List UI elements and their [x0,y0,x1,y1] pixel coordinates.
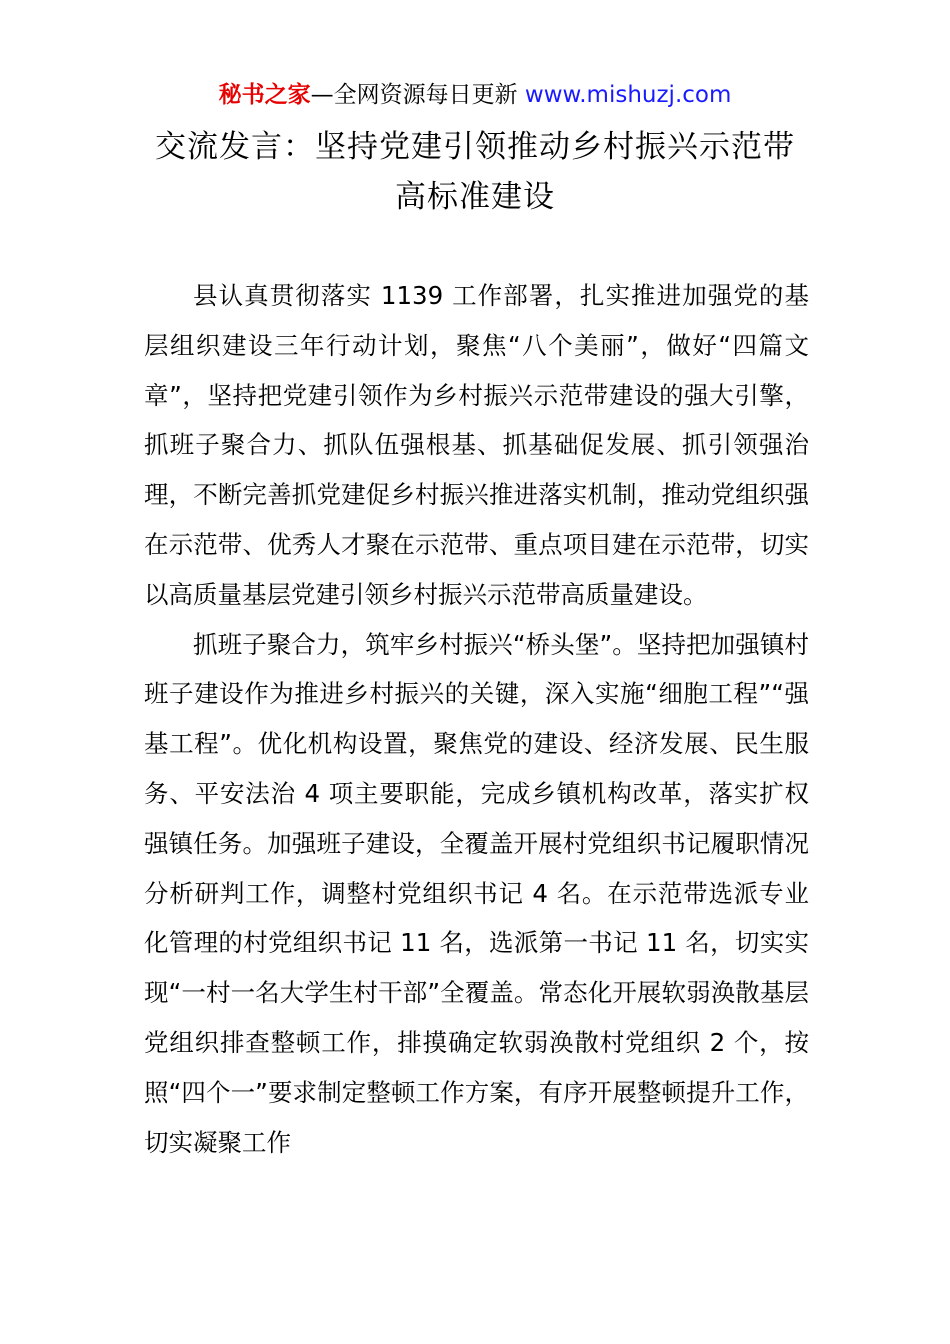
site-brand: 秘书之家 [218,82,311,108]
title-line-1: 交流发言：坚持党建引领推动乡村振兴示范带 [155,129,795,165]
site-tagline: —全网资源每日更新 [310,82,525,108]
site-url: www.mishuzj.com [524,82,732,108]
site-header [0,78,950,112]
document-body [144,271,809,1167]
title-line-2: 高标准建设 [395,179,555,215]
body-paragraph: 抓班子聚合力，筑牢乡村振兴“桥头堡”。坚持把加强镇村班子建设作为推进乡村振兴的关键，深入实施“细胞工程”“强基工程”。优化机构设置，聚焦党的建设、经济发展、民生服务、平安法治 4 项主要职能，完成乡镇机构改革，落实扩权强镇任务。加强班子建设，全覆盖开展村党组织书记履职情况分析研判工作，调整村党组织书记 4 名。在示范带选派专业化管理的村党组织书记 11 名，选派第一书记 11 名，切实实现“一村一名大学生村干部”全覆盖。常态化开展软弱涣散基层党组织排查整顿工作，排摸确定软弱涣散村党组织 2 个，按照“四个一”要求制定整顿工作方案，有序开展整顿提升工作，切实凝聚工作 [144,629,809,1157]
body-paragraph: 县认真贯彻落实 1139 工作部署，扎实推进加强党的基层组织建设三年行动计划，聚焦“八个美丽”，做好“四篇文章”，坚持把党建引领作为乡村振兴示范带建设的强大引擎，抓班子聚合力、抓队伍强根基、抓基础促发展、抓引领强治理，不断完善抓党建促乡村振兴推进落实机制，推动党组织强在示范带、优秀人才聚在示范带、重点项目建在示范带，切实以高质量基层党建引领乡村振兴示范带高质量建设。 [144,281,809,609]
document-title [0,122,950,222]
